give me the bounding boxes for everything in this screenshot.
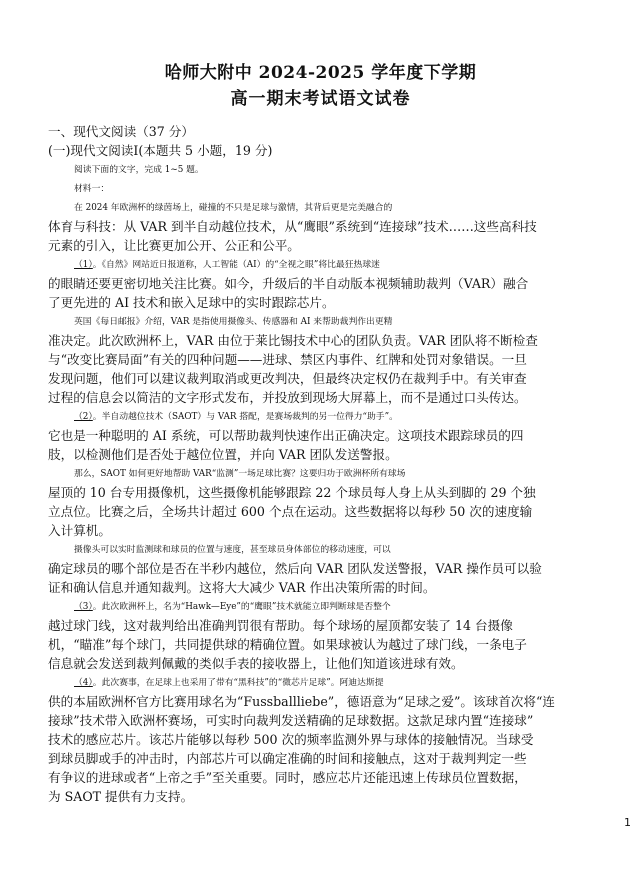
paragraph-3-line: 过程的信息会以简洁的文字形式发布，并投放到现场大屏幕上，而不是通过口头传达。 [48,390,527,405]
paragraph-4-line [74,409,641,425]
paragraph-7-line: 越过球门线，这对裁判给出准确判罚很有帮助。每个球场的屋顶都安装了 14 台摄像 [48,618,513,633]
blank-1: （1） [74,260,93,270]
paragraph-8-line: 接球”技术带入欧洲杯赛场，可实时向裁判发送精确的足球数据。这款足球内置“连接球” [48,713,534,728]
paragraph-1-line: 元素的引入，让比赛更加公开、公正和公平。 [48,238,300,253]
exam-subtitle: 高一期末考试语文试卷 [230,89,411,109]
section-heading: 一、现代文阅读（37 分） [48,124,194,139]
paragraph-5-line: 立点位。比赛之后，全场共计超过 600 个点在运动。这些数据将以每秒 50 次的速度输 [48,504,533,519]
paragraph-7-line [74,599,641,615]
paragraph-6-line: 证和确认信息并通知裁判。这将大大减少 VAR 作出决策所需的时间。 [48,580,436,595]
paragraph-4-text: 。半自动越位技术（SAOT）与 VAR 搭配，是赛场裁判的另一位得力“助手”。 [92,412,398,422]
paragraph-1-line: 在 2024 年欧洲杯的绿茵场上，碰撞的不只是足球与激情，其背后更是完美融合的 [74,203,393,213]
material-label: 材料一： [74,184,110,194]
paragraph-3-line: 与“改变比赛局面”有关的四种问题——进球、禁区内事件、红牌和处罚对象错误。一旦 [48,352,527,367]
paragraph-5-line: 屋顶的 10 台专用摄像机，这些摄像机能够跟踪 22 个球员每人身上从头到脚的 29 个独 [48,485,536,500]
paragraph-7-text: 。此次欧洲杯上，名为“Hawk—Eye”的“鹰眼”技术就能立即判断球是否整个 [92,602,391,612]
paragraph-7-line: 信息就会发送到裁判佩戴的类似手表的接收器上，让他们知道该进球有效。 [48,656,464,671]
paragraph-8-text: 。此次赛事，在足球上也采用了带有“黑科技”的“微芯片足球”。阿迪达斯提 [92,678,384,688]
paragraph-8-line: 技术的感应芯片。该芯片能够以每秒 500 次的频率监测外界与球体的接触情况。当球受 [48,732,534,747]
paragraph-2-line: 了更先进的 AI 技术和嵌入足球中的实时跟踪芯片。 [48,295,335,310]
paragraph-7-line: 机，“瞄准”每个球门，共同提供球的精确位置。如果球被认为越过了球门线，一条电子 [48,637,527,652]
paragraph-5-line: 那么，SAOT 如何更好地帮助 VAR“监测”一场足球比赛？这要归功于欧洲杯所有球场 [74,469,406,479]
page-number: 1 [624,816,631,829]
paragraph-5-line: 入计算机。 [48,523,111,538]
paragraph-8-line [74,675,641,691]
paragraph-6-line: 摄像头可以实时监测球和球员的位置与速度，甚至球员身体部位的移动速度，可以 [74,545,391,555]
paragraph-4-line: 它也是一种聪明的 AI 系统，可以帮助裁判快速作出正确决定。这项技术跟踪球员的四 [48,428,524,443]
blank-3: （3） [74,602,93,612]
exam-title: 哈师大附中 2024-2025 学年度下学期 [164,63,477,83]
paragraph-2-text: 。《自然》网站近日报道称，人工智能（AI）的“全视之眼”将比最狂热球迷 [92,260,380,270]
paragraph-3-line: 准决定。此次欧洲杯上，VAR 由位于莱比锡技术中心的团队负责。VAR 团队将不断检查 [48,333,538,348]
paragraph-2-line [74,257,641,273]
paragraph-1-line: 体育与科技：从 VAR 到半自动越位技术，从“鹰眼”系统到“连接球”技术……这些高科技 [48,219,537,234]
paragraph-8-line: 有争议的进球或者“上帝之手”至关重要。同时，感应芯片还能迅速上传球员位置数据， [48,770,527,785]
paragraph-4-line: 肢，以检测他们是否处于越位位置，并向 VAR 团队发送警报。 [48,447,398,462]
reading-instruction: 阅读下面的文字，完成 1~5 题。 [74,165,204,175]
blank-2: （2） [74,412,93,422]
paragraph-6-line: 确定球员的哪个部位是否在半秒内越位，然后向 VAR 团队发送警报，VAR 操作员可以验 [48,561,542,576]
paragraph-2-line: 的眼睛还要更密切地关注比赛。如今，升级后的半自动版本视频辅助裁判（VAR）融合 [48,276,529,291]
paragraph-3-line: 英国《每日邮报》介绍，VAR 是指使用摄像头、传感器和 AI 来帮助裁判作出更精 [74,317,393,327]
paragraph-3-line: 发现问题，他们可以建议裁判取消或更改判决，但最终决定权仍在裁判手中。有关审查 [48,371,527,386]
blank-4: （4） [74,678,93,688]
subsection-heading: (一)现代文阅读Ⅰ(本题共 5 小题，19 分) [48,143,273,158]
paragraph-8-line: 为 SAOT 提供有力支持。 [48,789,194,804]
paragraph-8-line: 供的本届欧洲杯官方比赛用球名为“Fussballliebe”，德语意为“足球之爱”。该球首次将“连 [48,694,556,709]
paragraph-8-line: 到球员脚或手的冲击时，内部芯片可以确定准确的时间和接触点，这对于裁判判定一些 [48,751,527,766]
